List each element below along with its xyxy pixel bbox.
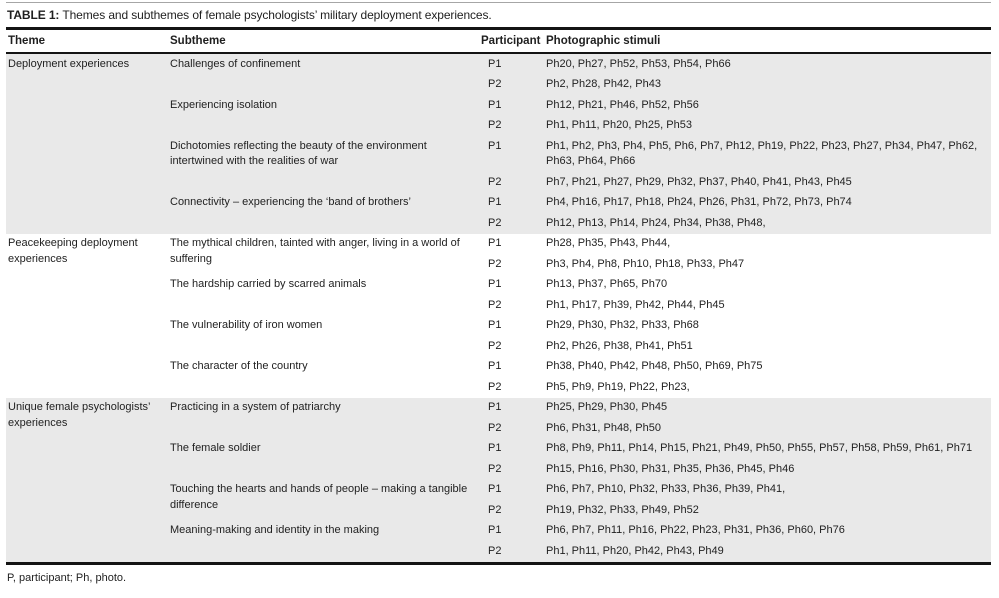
theme-cell: Deployment experiences [8, 57, 130, 70]
participant-cell: P2 [488, 503, 502, 516]
table-row [6, 234, 991, 255]
participant-cell: P1 [488, 139, 502, 152]
subtheme-cell: Challenges of confinement [170, 57, 301, 70]
participant-cell: P1 [488, 401, 502, 413]
stimuli-cell: Ph12, Ph21, Ph46, Ph52, Ph56 [546, 98, 699, 111]
subtheme-cell: Touching the hearts and hands of people – making a tangible difference [170, 483, 468, 511]
column-header-subtheme: Subtheme [170, 29, 480, 54]
stimuli-cell: Ph1, Ph11, Ph20, Ph42, Ph43, Ph49 [546, 544, 724, 557]
participant-cell: P1 [488, 237, 502, 249]
participant-cell: P2 [488, 421, 502, 434]
participant-cell: P1 [488, 524, 502, 536]
participant-cell: P2 [488, 257, 502, 270]
subtheme-cell: The character of the country [170, 360, 308, 372]
stimuli-cell: Ph7, Ph21, Ph27, Ph29, Ph32, Ph37, Ph40, Ph41, Ph43, Ph45 [546, 175, 852, 188]
column-header-participant: Participant [480, 29, 546, 54]
subtheme-cell: The female soldier [170, 442, 261, 454]
stimuli-cell: Ph3, Ph4, Ph8, Ph10, Ph18, Ph33, Ph47 [546, 257, 745, 270]
stimuli-cell: Ph25, Ph29, Ph30, Ph45 [546, 401, 668, 413]
participant-cell: P1 [488, 483, 502, 495]
subtheme-cell: The mythical children, tainted with anger, living in a world of suffering [170, 237, 460, 265]
theme-cell: Unique female psychologists’ experiences [8, 401, 151, 429]
subtheme-cell: The vulnerability of iron women [170, 319, 323, 331]
participant-cell: P1 [488, 278, 502, 290]
themes-table [6, 27, 991, 565]
column-header-photographic-stimuli: Photographic stimuli [546, 29, 991, 54]
stimuli-cell: Ph2, Ph26, Ph38, Ph41, Ph51 [546, 339, 693, 352]
subtheme-cell: Practicing in a system of patriarchy [170, 401, 341, 413]
subtheme-cell: Experiencing isolation [170, 98, 278, 111]
participant-cell: P2 [488, 462, 502, 475]
stimuli-cell: Ph8, Ph9, Ph11, Ph14, Ph15, Ph21, Ph49, Ph50, Ph55, Ph57, Ph58, Ph59, Ph61, Ph71 [546, 442, 973, 454]
subtheme-cell: Connectivity – experiencing the ‘band of brothers’ [170, 196, 411, 208]
table-title [6, 3, 991, 27]
stimuli-cell: Ph15, Ph16, Ph30, Ph31, Ph35, Ph36, Ph45, Ph46 [546, 462, 795, 475]
participant-cell: P2 [488, 339, 502, 352]
stimuli-cell: Ph29, Ph30, Ph32, Ph33, Ph68 [546, 319, 699, 331]
stimuli-cell: Ph1, Ph11, Ph20, Ph25, Ph53 [546, 119, 692, 131]
column-header-theme: Theme [6, 29, 170, 54]
table-caption-text: Themes and subthemes of female psychologists’ military deployment experiences. [62, 8, 492, 22]
stimuli-cell: Ph6, Ph7, Ph11, Ph16, Ph22, Ph23, Ph31, Ph36, Ph60, Ph76 [546, 524, 845, 536]
subtheme-cell: The hardship carried by scarred animals [170, 278, 367, 290]
theme-cell: Peacekeeping deployment experiences [8, 237, 138, 265]
stimuli-cell: Ph4, Ph16, Ph17, Ph18, Ph24, Ph26, Ph31, Ph72, Ph73, Ph74 [546, 196, 852, 208]
participant-cell: P1 [488, 98, 502, 111]
participant-cell: P1 [488, 319, 502, 331]
participant-cell: P2 [488, 544, 502, 557]
participant-cell: P2 [488, 175, 502, 188]
table-body [6, 53, 991, 563]
participant-cell: P2 [488, 380, 502, 393]
table-number-label: TABLE 1: [7, 8, 60, 22]
subtheme-cell: Meaning-making and identity in the making [170, 524, 380, 536]
stimuli-cell: Ph28, Ph35, Ph43, Ph44, [546, 237, 671, 249]
stimuli-cell: Ph2, Ph28, Ph42, Ph43 [546, 78, 661, 90]
participant-cell: P2 [488, 78, 502, 90]
participant-cell: P2 [488, 298, 502, 311]
stimuli-cell: Ph1, Ph2, Ph3, Ph4, Ph5, Ph6, Ph7, Ph12, Ph19, Ph22, Ph23, Ph27, Ph34, Ph47, Ph62, Ph63, Ph64, Ph66 [546, 139, 978, 167]
header-row [6, 29, 991, 54]
stimuli-cell: Ph13, Ph37, Ph65, Ph70 [546, 278, 668, 290]
stimuli-cell: Ph6, Ph31, Ph48, Ph50 [546, 421, 661, 434]
stimuli-cell: Ph1, Ph17, Ph39, Ph42, Ph44, Ph45 [546, 298, 725, 311]
participant-cell: P2 [488, 216, 502, 229]
participant-cell: P1 [488, 442, 502, 454]
stimuli-cell: Ph6, Ph7, Ph10, Ph32, Ph33, Ph36, Ph39, Ph41, [546, 483, 786, 495]
stimuli-cell: Ph20, Ph27, Ph52, Ph53, Ph54, Ph66 [546, 57, 731, 70]
stimuli-cell: Ph19, Ph32, Ph33, Ph49, Ph52 [546, 503, 699, 516]
participant-cell: P1 [488, 57, 502, 70]
table-footnote: P, participant; Ph, photo. [7, 571, 127, 584]
stimuli-cell: Ph38, Ph40, Ph42, Ph48, Ph50, Ph69, Ph75 [546, 360, 763, 372]
table-row [6, 398, 991, 419]
table-header [6, 29, 991, 54]
subtheme-cell: Dichotomies reflecting the beauty of the environment intertwined with the realities of war [170, 139, 427, 167]
table-row [6, 53, 991, 75]
stimuli-cell: Ph12, Ph13, Ph14, Ph24, Ph34, Ph38, Ph48, [546, 216, 766, 229]
participant-cell: P2 [488, 119, 502, 131]
participant-cell: P1 [488, 196, 502, 208]
participant-cell: P1 [488, 360, 502, 372]
stimuli-cell: Ph5, Ph9, Ph19, Ph22, Ph23, [546, 380, 690, 393]
